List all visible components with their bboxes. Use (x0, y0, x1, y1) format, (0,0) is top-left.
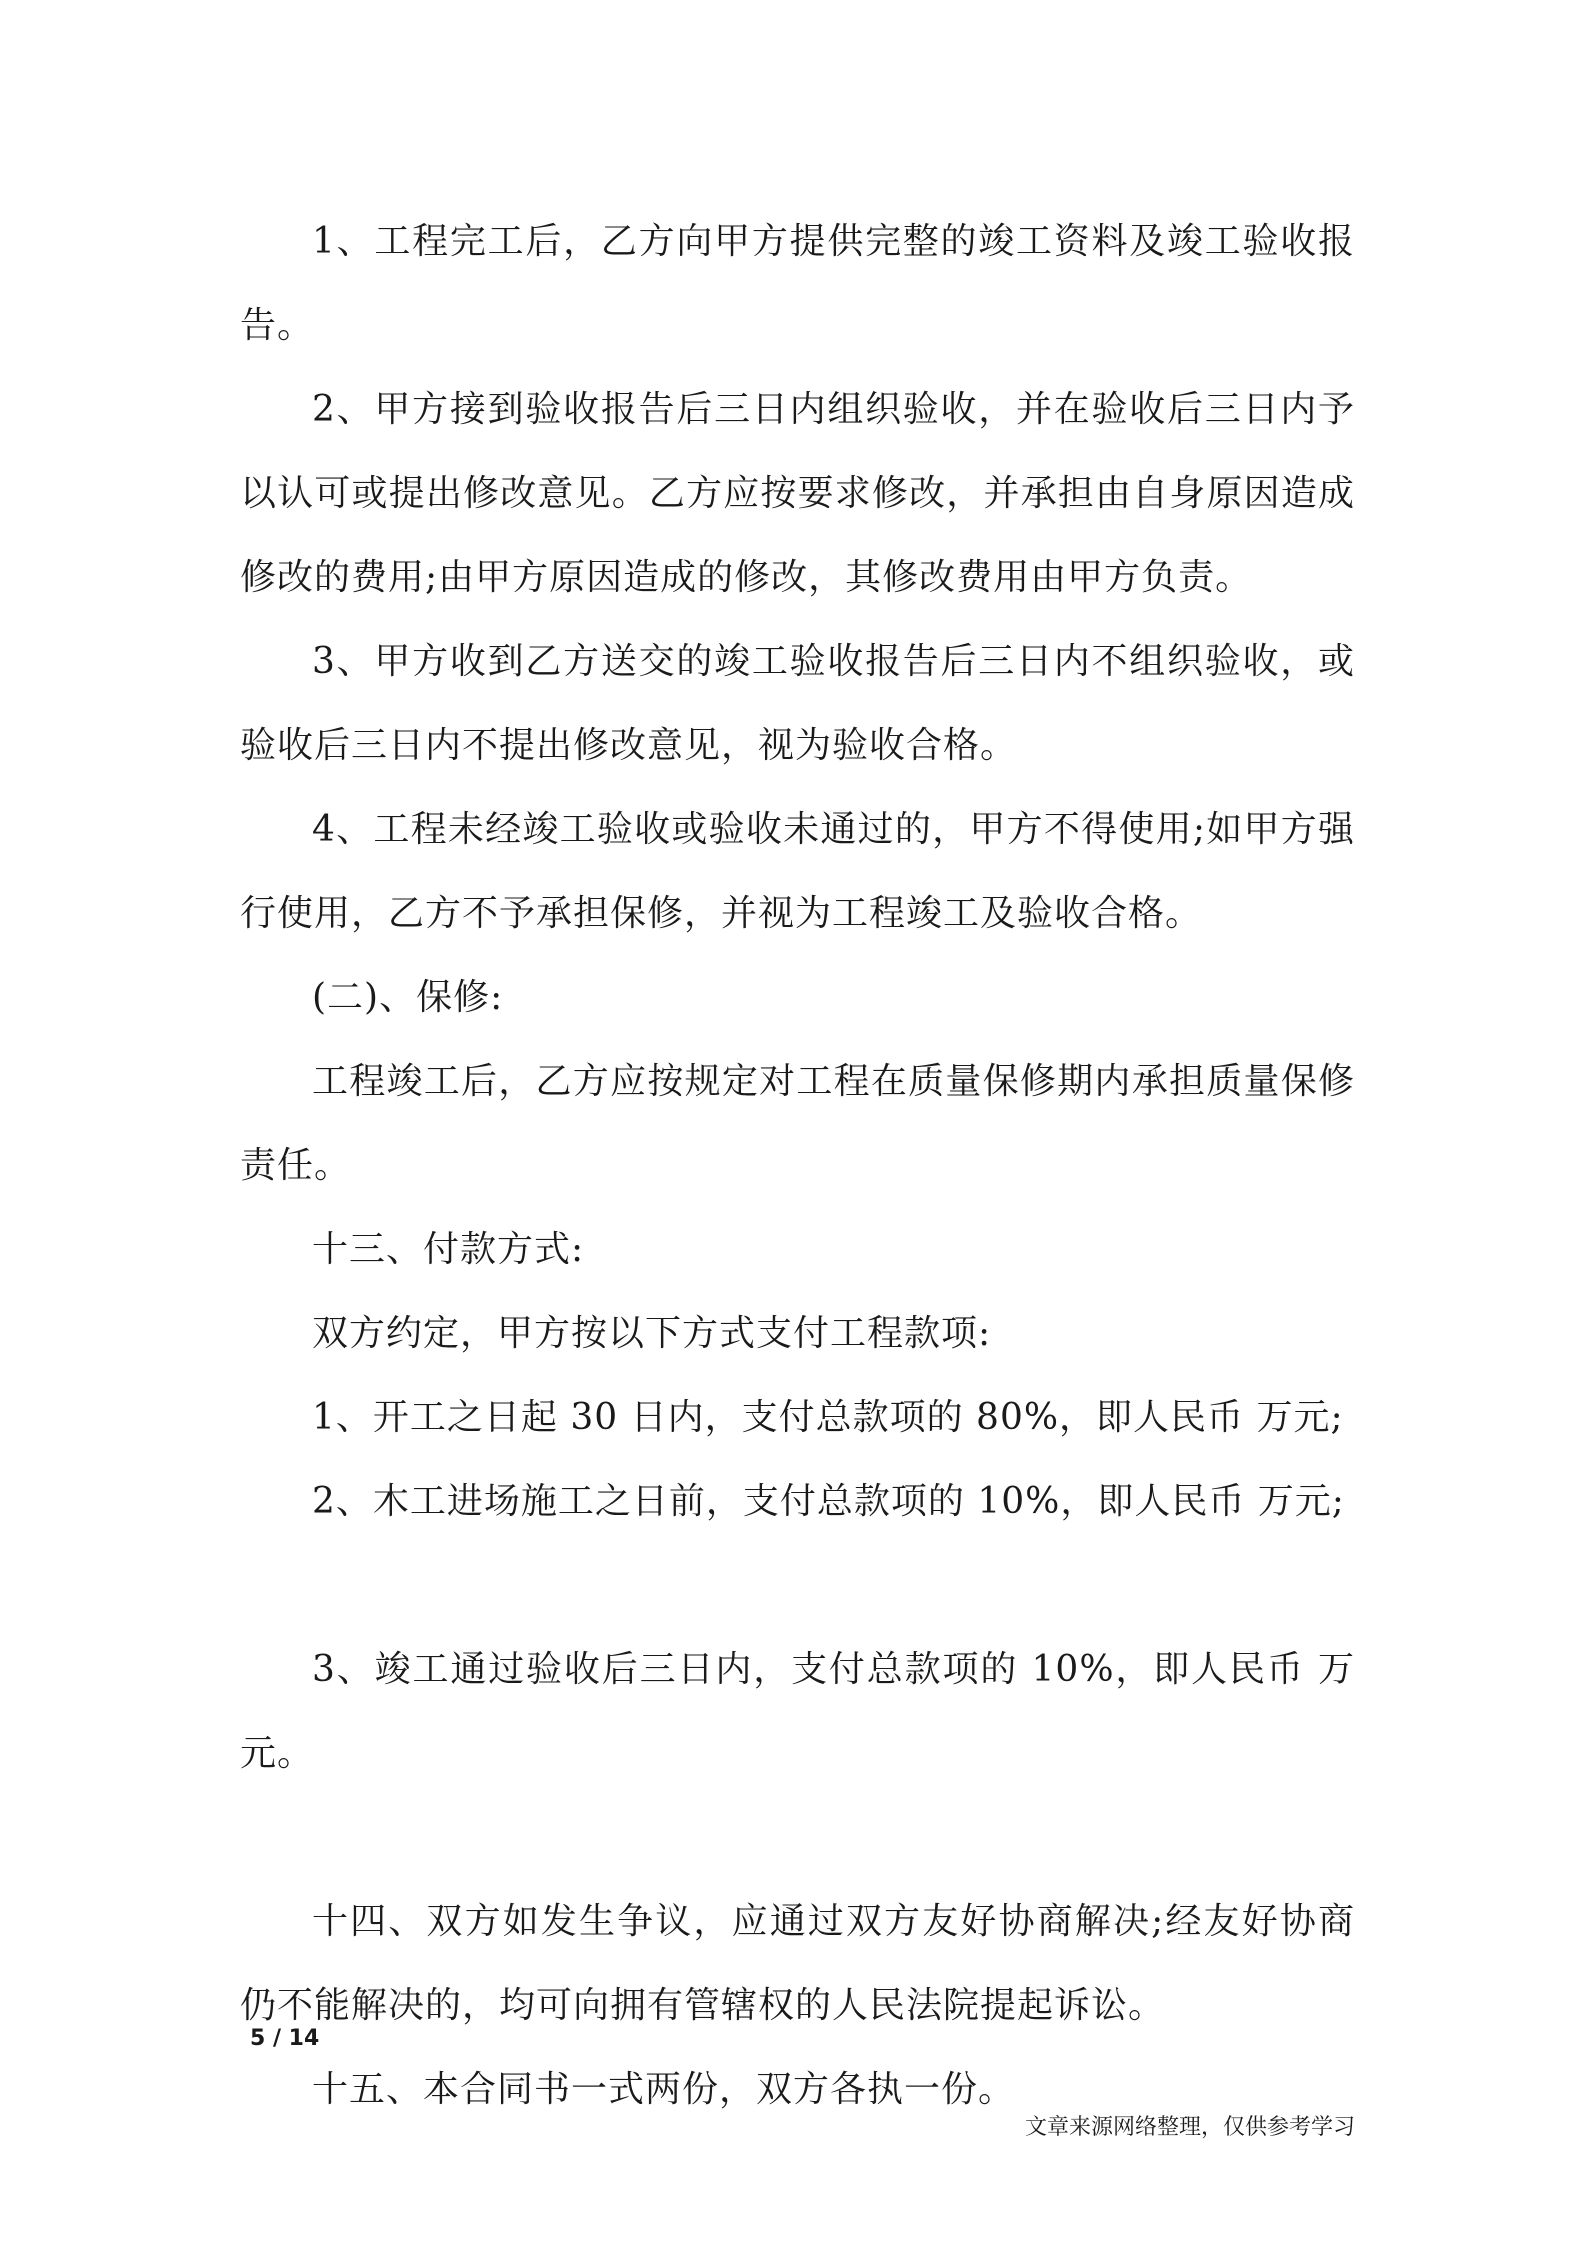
paragraph-completion-docs: 1、工程完工后，乙方向甲方提供完整的竣工资料及竣工验收报告。 (240, 221, 1355, 346)
document-body (240, 200, 1355, 2132)
paragraph-dispute: 十四、双方如发生争议，应通过双方友好协商解决;经友好协商仍不能解决的，均可向拥有管辖权的人民法院提起诉讼。 (240, 1901, 1355, 2026)
paragraph-warranty-duty: 工程竣工后，乙方应按规定对工程在质量保修期内承担质量保修责任。 (240, 1061, 1355, 1186)
paragraph-acceptance-deemed: 3、甲方收到乙方送交的竣工验收报告后三日内不组织验收，或验收后三日内不提出修改意见，视为验收合格。 (240, 641, 1355, 766)
page-number: 5 / 14 (250, 2026, 320, 2051)
paragraph-payment-1: 1、开工之日起 30 日内，支付总款项的 80%，即人民币 万元; (312, 1397, 1344, 1438)
section-heading-warranty: (二)、保修: (312, 977, 504, 1018)
paragraph-copies: 十五、本合同书一式两份，双方各执一份。 (312, 2069, 1016, 2110)
paragraph-payment-2: 2、木工进场施工之日前，支付总款项的 10%，即人民币 万元; (312, 1481, 1345, 1522)
paragraph-unaccepted-use: 4、工程未经竣工验收或验收未通过的，甲方不得使用;如甲方强行使用，乙方不予承担保修，并视为工程竣工及验收合格。 (240, 809, 1355, 934)
paragraph-payment-3: 3、竣工通过验收后三日内，支付总款项的 10%，即人民币 万元。 (240, 1649, 1355, 1774)
footer-note: 文章来源网络整理，仅供参考学习 (1024, 2115, 1355, 2140)
paragraph-acceptance-review: 2、甲方接到验收报告后三日内组织验收，并在验收后三日内予以认可或提出修改意见。乙方应按要求修改，并承担由自身原因造成修改的费用;由甲方原因造成的修改，其修改费用由甲方负责。 (240, 389, 1355, 598)
paragraph-payment-intro: 双方约定，甲方按以下方式支付工程款项: (312, 1313, 992, 1354)
section-heading-payment: 十三、付款方式: (312, 1229, 585, 1270)
